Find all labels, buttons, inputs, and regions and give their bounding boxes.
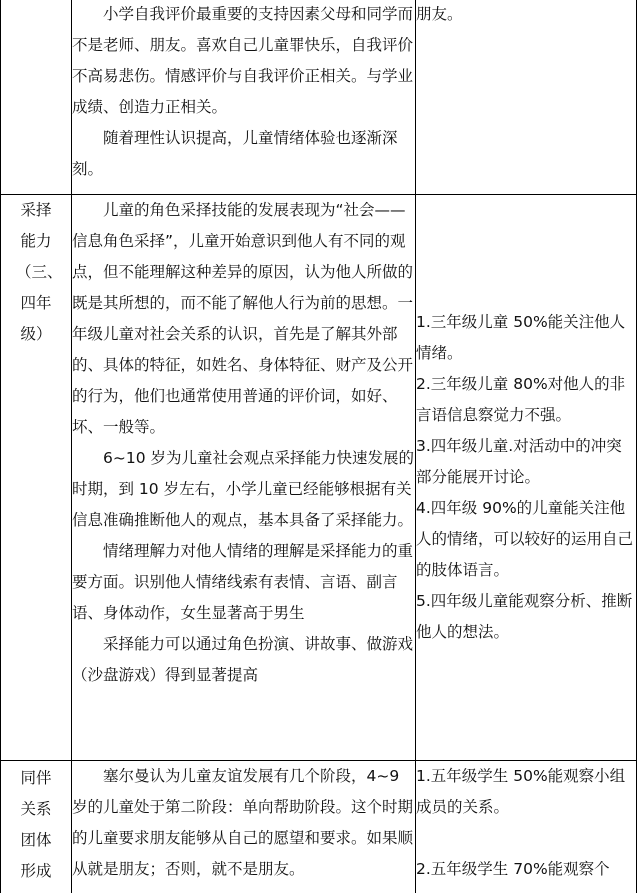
paragraph: 小学自我评价最重要的支持因素父母和同学而不是老师、朋友。喜欢自己儿童罪快乐，自我评价不高易悲伤。情感评价与自我评价正相关。与学业成绩、创造力正相关。 [72,5,414,116]
description-cell [72,761,416,893]
table-row [1,195,637,761]
note-item: 1.三年级儿童 50%能关注他人情绪。 [416,313,626,362]
table-row [1,761,637,893]
section-label: 采择能力（三、四年级） [16,201,63,343]
paragraph: 儿童的角色采择技能的发展表现为“社会——信息角色采择”，儿童开始意识到他人有不同的观点，但不能理解这种差异的原因，认为他人所做的既是其所想的，而不能了解他人行为前的思想。一年级儿童对社会关系的认识，首先是了解其外部的、具体的特征，如姓名、身体特征、财产及公开的行为，他们也通常使用普通的评价词，如好、坏、一般等。 [72,201,414,436]
section-cell [1,195,72,761]
section-cell [1,0,72,195]
note-item: 2.五年级学生 70%能观察个 [416,860,610,878]
section-label: 同伴关系团体形成 [20,769,52,880]
note-item: 朋友。 [416,5,463,23]
paragraph: 塞尔曼认为儿童友谊发展有几个阶段，4~9 岁的儿童处于第二阶段：单向帮助阶段。这个时期的儿童要求朋友能够从自己的愿望和要求。如果顺从就是朋友；否则，就不是朋友。 [72,767,414,878]
table-row [1,0,637,195]
description-cell [72,0,416,195]
observation-cell [416,0,637,195]
paragraph: 6~10 岁为儿童社会观点采择能力快速发展的时期，到 10 岁左右，小学儿童已经能够根据有关信息准确推断他人的观点，基本具备了采择能力。 [72,449,415,529]
note-item: 4.四年级 90%的儿童能关注他人的情绪，可以较好的运用自己的肢体语言。 [416,499,634,579]
paragraph: 采择能力可以通过角色扮演、讲故事、做游戏（沙盘游戏）得到显著提高 [72,635,414,684]
note-item: 3.四年级儿童.对活动中的冲突部分能展开讨论。 [416,437,622,486]
observation-cell [416,761,637,893]
paragraph: 随着理性认识提高，儿童情绪体验也逐渐深刻。 [72,129,398,178]
description-cell [72,195,416,761]
note-item: 5.四年级儿童能观察分析、推断他人的想法。 [416,592,633,641]
spacer [416,823,636,854]
observation-cell [416,195,637,761]
paragraph: 情绪理解力对他人情绪的理解是采择能力的重要方面。识别他人情绪线索有表情、言语、副言语、身体动作，女生显著高于男生 [72,542,414,622]
section-cell [1,761,72,893]
note-item: 1.五年级学生 50%能观察小组成员的关系。 [416,767,626,816]
note-item: 2.三年级儿童 80%对他人的非言语信息察觉力不强。 [416,375,626,424]
